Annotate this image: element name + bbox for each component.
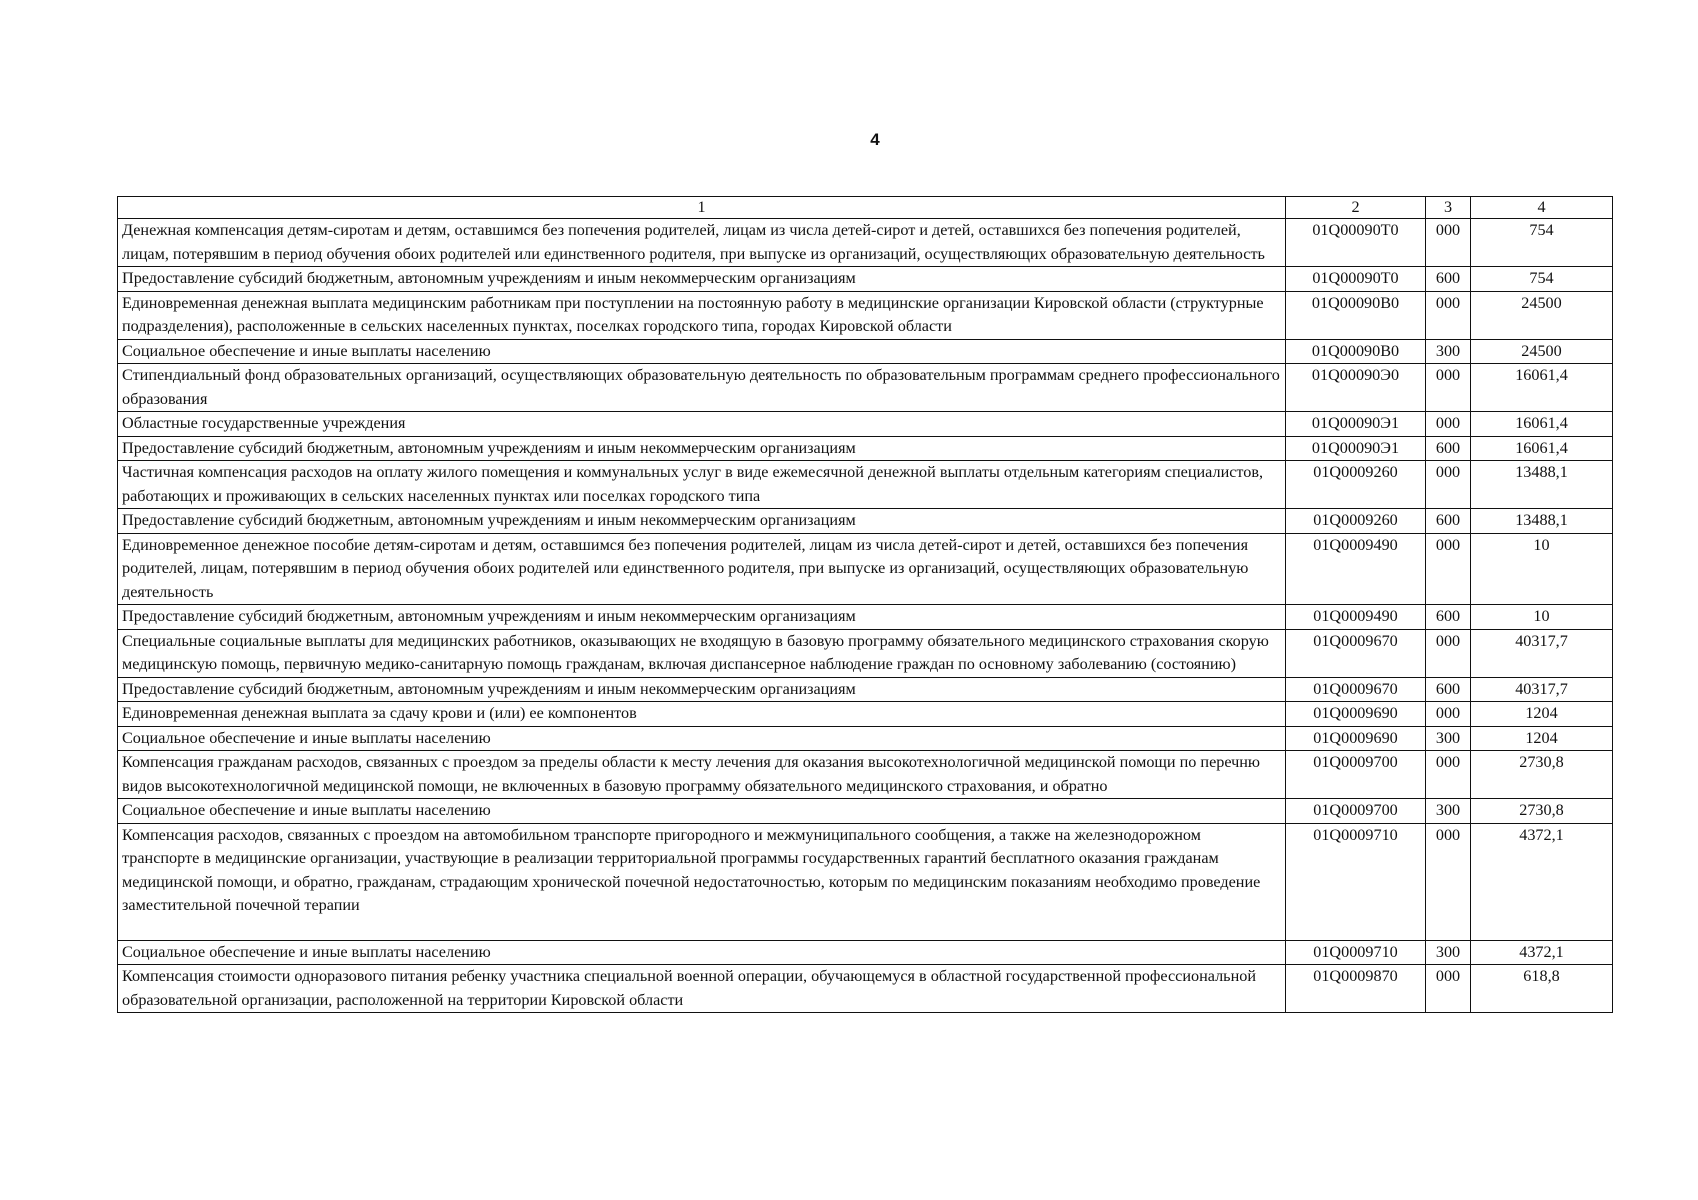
- row-expense-type: 600: [1426, 436, 1471, 461]
- row-expense-type: 000: [1426, 412, 1471, 437]
- row-expense-type: 300: [1426, 726, 1471, 751]
- row-expense-type: 000: [1426, 965, 1471, 1013]
- row-target-code: 01Q00090B0: [1286, 291, 1426, 339]
- row-amount: 4372,1: [1471, 940, 1613, 965]
- row-amount: 754: [1471, 267, 1613, 292]
- table-row: [118, 339, 1613, 364]
- row-description: Областные государственные учреждения: [118, 412, 1286, 437]
- row-amount: 16061,4: [1471, 364, 1613, 412]
- row-expense-type: 000: [1426, 823, 1471, 940]
- table-row: [118, 629, 1613, 677]
- row-amount: 4372,1: [1471, 823, 1613, 940]
- table-row: [118, 702, 1613, 727]
- row-description: Социальное обеспечение и иные выплаты населению: [118, 799, 1286, 824]
- row-target-code: 01Q00090Э1: [1286, 436, 1426, 461]
- table-body: [118, 219, 1613, 1013]
- column-header-1: 1: [118, 197, 1286, 219]
- row-target-code: 01Q0009700: [1286, 751, 1426, 799]
- row-expense-type: 600: [1426, 605, 1471, 630]
- row-amount: 16061,4: [1471, 436, 1613, 461]
- row-target-code: 01Q0009670: [1286, 629, 1426, 677]
- table-row: [118, 219, 1613, 267]
- row-expense-type: 000: [1426, 364, 1471, 412]
- header-row: [118, 197, 1613, 219]
- row-description: Социальное обеспечение и иные выплаты населению: [118, 339, 1286, 364]
- row-description: Предоставление субсидий бюджетным, автономным учреждениям и иным некоммерческим организациям: [118, 436, 1286, 461]
- row-target-code: 01Q00090Э0: [1286, 364, 1426, 412]
- row-target-code: 01Q0009870: [1286, 965, 1426, 1013]
- row-expense-type: 000: [1426, 461, 1471, 509]
- row-target-code: 01Q0009490: [1286, 605, 1426, 630]
- row-description: Компенсация стоимости одноразового питания ребенку участника специальной военной операции, обучающемуся в областной государственной профессиональной образовательной организации, расположенной на территории Кировской области: [118, 965, 1286, 1013]
- row-target-code: 01Q0009490: [1286, 533, 1426, 605]
- table-row: [118, 677, 1613, 702]
- row-description: Предоставление субсидий бюджетным, автономным учреждениям и иным некоммерческим организациям: [118, 677, 1286, 702]
- table-row: [118, 509, 1613, 534]
- row-target-code: 01Q0009670: [1286, 677, 1426, 702]
- row-amount: 2730,8: [1471, 799, 1613, 824]
- row-description: Социальное обеспечение и иные выплаты населению: [118, 726, 1286, 751]
- column-header-2: 2: [1286, 197, 1426, 219]
- table-row: [118, 364, 1613, 412]
- table-row: [118, 726, 1613, 751]
- row-expense-type: 000: [1426, 291, 1471, 339]
- row-amount: 2730,8: [1471, 751, 1613, 799]
- row-target-code: 01Q00090T0: [1286, 267, 1426, 292]
- row-amount: 40317,7: [1471, 629, 1613, 677]
- table-row: [118, 291, 1613, 339]
- row-target-code: 01Q00090T0: [1286, 219, 1426, 267]
- row-target-code: 01Q0009700: [1286, 799, 1426, 824]
- table-row: [118, 533, 1613, 605]
- row-target-code: 01Q0009260: [1286, 509, 1426, 534]
- row-amount: 618,8: [1471, 965, 1613, 1013]
- row-expense-type: 000: [1426, 533, 1471, 605]
- row-expense-type: 600: [1426, 677, 1471, 702]
- row-amount: 1204: [1471, 726, 1613, 751]
- row-expense-type: 300: [1426, 339, 1471, 364]
- row-description: Частичная компенсация расходов на оплату жилого помещения и коммунальных услуг в виде ежемесячной денежной выплаты отдельным категориям специалистов, работающих и проживающих в сельских населенных пунктах или поселках городского типа: [118, 461, 1286, 509]
- row-amount: 24500: [1471, 291, 1613, 339]
- row-description: Денежная компенсация детям-сиротам и детям, оставшимся без попечения родителей, лицам из числа детей-сирот и детей, оставшихся без попечения родителей, лицам, потерявшим в период обучения обоих родителей или единственного родителя, при выпуске из организаций, осуществляющих образовательную деятельность: [118, 219, 1286, 267]
- row-description: Единовременная денежная выплата медицинским работникам при поступлении на постоянную работу в медицинские организации Кировской области (структурные подразделения), расположенные в сельских населенных пунктах, поселках городского типа, городах Кировской области: [118, 291, 1286, 339]
- row-target-code: 01Q0009260: [1286, 461, 1426, 509]
- row-amount: 1204: [1471, 702, 1613, 727]
- table-row: [118, 751, 1613, 799]
- row-amount: 16061,4: [1471, 412, 1613, 437]
- row-expense-type: 000: [1426, 629, 1471, 677]
- table-row: [118, 823, 1613, 940]
- row-expense-type: 000: [1426, 219, 1471, 267]
- row-amount: 24500: [1471, 339, 1613, 364]
- row-expense-type: 600: [1426, 509, 1471, 534]
- table-row: [118, 461, 1613, 509]
- row-expense-type: 000: [1426, 702, 1471, 727]
- row-target-code: 01Q0009690: [1286, 726, 1426, 751]
- row-amount: 10: [1471, 533, 1613, 605]
- row-expense-type: 300: [1426, 940, 1471, 965]
- row-description: Компенсация гражданам расходов, связанных с проездом за пределы области к месту лечения для оказания высокотехнологичной медицинской помощи по перечню видов высокотехнологичной медицинской помощи, не включенных в базовую программу обязательного медицинского страхования, и обратно: [118, 751, 1286, 799]
- budget-table: [117, 196, 1613, 1013]
- row-amount: 13488,1: [1471, 461, 1613, 509]
- row-description: Предоставление субсидий бюджетным, автономным учреждениям и иным некоммерческим организациям: [118, 605, 1286, 630]
- table-row: [118, 605, 1613, 630]
- row-amount: 754: [1471, 219, 1613, 267]
- row-target-code: 01Q00090Э1: [1286, 412, 1426, 437]
- row-amount: 10: [1471, 605, 1613, 630]
- row-description: Единовременная денежная выплата за сдачу крови и (или) ее компонентов: [118, 702, 1286, 727]
- table-row: [118, 965, 1613, 1013]
- row-description: Стипендиальный фонд образовательных организаций, осуществляющих образовательную деятельность по образовательным программам среднего профессионального образования: [118, 364, 1286, 412]
- page-number: 4: [870, 130, 880, 149]
- row-target-code: 01Q0009710: [1286, 823, 1426, 940]
- row-expense-type: 600: [1426, 267, 1471, 292]
- row-description: Предоставление субсидий бюджетным, автономным учреждениям и иным некоммерческим организациям: [118, 509, 1286, 534]
- table-row: [118, 267, 1613, 292]
- row-target-code: 01Q00090B0: [1286, 339, 1426, 364]
- row-description: Социальное обеспечение и иные выплаты населению: [118, 940, 1286, 965]
- row-amount: 13488,1: [1471, 509, 1613, 534]
- row-description: Компенсация расходов, связанных с проездом на автомобильном транспорте пригородного и межмуниципального сообщения, а также на железнодорожном транспорте в медицинские организации, участвующие в реализации территориальной программы государственных гарантий бесплатного оказания гражданам медицинской помощи, и обратно, гражданам, страдающим хронической почечной недостаточностью, которым по медицинским показаниям необходимо проведение заместительной почечной терапии: [118, 823, 1286, 940]
- row-description: Специальные социальные выплаты для медицинских работников, оказывающих не входящую в базовую программу обязательного медицинского страхования скорую медицинскую помощь, первичную медико-санитарную помощь гражданам, включая диспансерное наблюдение граждан по основному заболеванию (состоянию): [118, 629, 1286, 677]
- table-row: [118, 799, 1613, 824]
- row-target-code: 01Q0009690: [1286, 702, 1426, 727]
- row-target-code: 01Q0009710: [1286, 940, 1426, 965]
- table-row: [118, 436, 1613, 461]
- row-description: Единовременное денежное пособие детям-сиротам и детям, оставшимся без попечения родителей, лицам из числа детей-сирот и детей, оставшихся без попечения родителей, лицам, потерявшим в период обучения обоих родителей или единственного родителя, при выпуске из организаций, осуществляющих образовательную деятельность: [118, 533, 1286, 605]
- row-expense-type: 300: [1426, 799, 1471, 824]
- row-amount: 40317,7: [1471, 677, 1613, 702]
- table-row: [118, 940, 1613, 965]
- row-description: Предоставление субсидий бюджетным, автономным учреждениям и иным некоммерческим организациям: [118, 267, 1286, 292]
- column-header-4: 4: [1471, 197, 1613, 219]
- column-header-3: 3: [1426, 197, 1471, 219]
- table-row: [118, 412, 1613, 437]
- row-expense-type: 000: [1426, 751, 1471, 799]
